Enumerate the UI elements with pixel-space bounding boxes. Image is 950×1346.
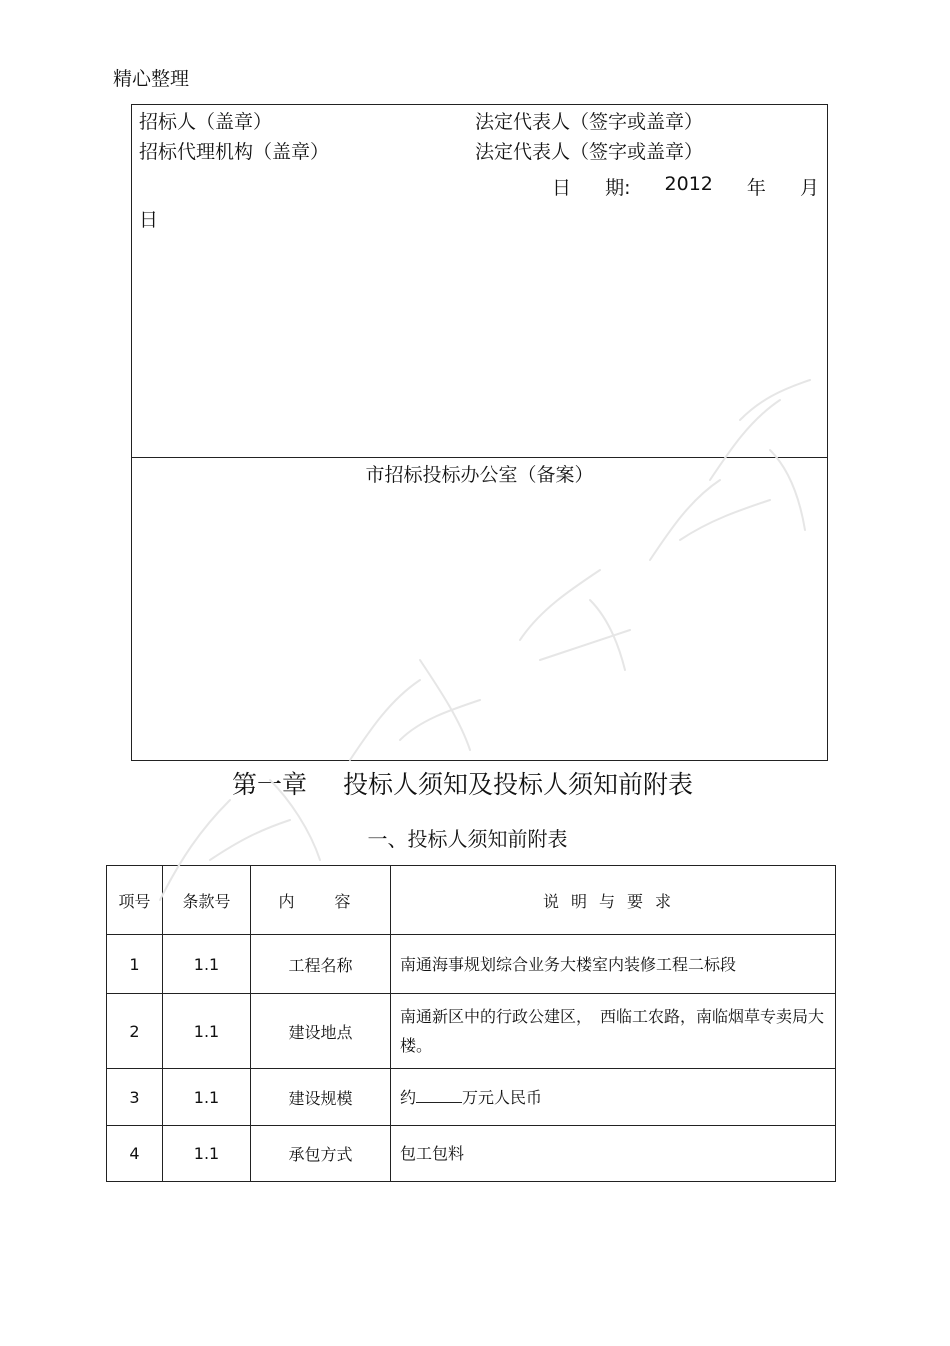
tenderer-rep-label: 法定代表人（签字或盖章）: [475, 111, 704, 133]
date-label-2: 期:: [605, 177, 631, 199]
header-item-no: 项号: [107, 866, 163, 935]
chapter-title: [0, 765, 925, 801]
desc-suffix: 万元人民币: [462, 1087, 543, 1107]
chapter-number: 第一章: [231, 770, 307, 799]
tenderer-seal-label: 招标人（盖章）: [139, 111, 273, 133]
row-no: 4: [107, 1126, 163, 1182]
row-desc: [391, 1069, 836, 1126]
table-row: [107, 1126, 836, 1182]
date-year: 2012: [664, 173, 713, 195]
desc-prefix: 约: [400, 1087, 417, 1107]
row-clause: 1.1: [163, 994, 251, 1069]
header-note: 精心整理: [113, 68, 190, 90]
signature-top-section: [132, 105, 827, 458]
date-month-unit: 月: [799, 177, 819, 199]
row-no: 2: [107, 994, 163, 1069]
row-no: 1: [107, 935, 163, 994]
row-item: 建设规模: [251, 1069, 391, 1126]
date-day-unit: 日: [139, 209, 159, 231]
header-clause-no: 条款号: [163, 866, 251, 935]
table-row: [107, 994, 836, 1069]
table-row: [107, 1069, 836, 1126]
row-item: 建设地点: [251, 994, 391, 1069]
row-no: 3: [107, 1069, 163, 1126]
row-clause: 1.1: [163, 935, 251, 994]
date-year-unit: 年: [746, 177, 766, 199]
blank-fill-line: [416, 1088, 462, 1103]
row-clause: 1.1: [163, 1126, 251, 1182]
date-row: [552, 173, 819, 200]
signature-box: [131, 104, 828, 761]
section-title: 一、投标人须知前附表: [367, 827, 568, 851]
office-label: 市招标投标办公室（备案）: [365, 464, 594, 486]
row-item: 承包方式: [251, 1126, 391, 1182]
header-description: 说明与要求: [391, 866, 836, 935]
date-label-1: 日: [552, 177, 572, 199]
table-row: [107, 935, 836, 994]
header-content: 内 容: [251, 866, 391, 935]
row-item: 工程名称: [251, 935, 391, 994]
row-desc: 包工包料: [391, 1126, 836, 1182]
row-desc: 南通新区中的行政公建区， 西临工农路，南临烟草专卖局大楼。: [391, 994, 836, 1069]
row-clause: 1.1: [163, 1069, 251, 1126]
agency-seal-label: 招标代理机构（盖章）: [139, 141, 330, 163]
table-header-row: [107, 866, 836, 935]
agency-rep-label: 法定代表人（签字或盖章）: [475, 141, 704, 163]
requirements-table: [106, 865, 836, 1182]
row-desc: 南通海事规划综合业务大楼室内装修工程二标段: [391, 935, 836, 994]
chapter-name: 投标人须知及投标人须知前附表: [343, 770, 694, 799]
